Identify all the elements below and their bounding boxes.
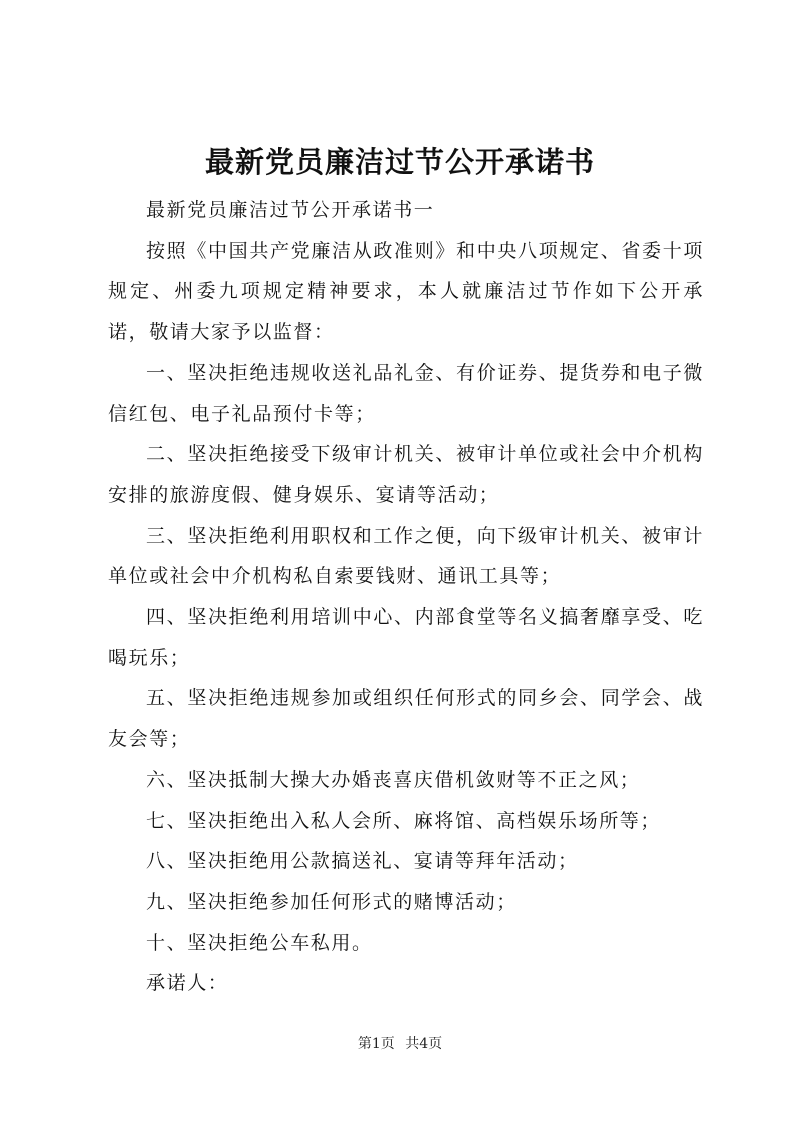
paragraph-item-7: 七、坚决拒绝出入私人会所、麻将馆、高档娱乐场所等； (146, 809, 662, 832)
document-title: 最新党员廉洁过节公开承诺书 (204, 145, 595, 179)
paragraph-item-6: 六、坚决抵制大操大办婚丧喜庆借机敛财等不正之风； (146, 768, 641, 791)
paragraph-intro: 按照《中国共产党廉洁从政准则》和中央八项规定、省委十项规定、州委九项规定精神要求，本人就廉洁过节作如下公开承诺，敬请大家予以监督： (108, 239, 704, 344)
paragraph-item-4: 四、坚决拒绝利用培训中心、内部食堂等名义搞奢靡享受、吃喝玩乐； (108, 606, 704, 669)
document-body (108, 190, 704, 1004)
paragraph-item-1: 一、坚决拒绝违规收送礼品礼金、有价证券、提货券和电子微信红包、电子礼品预付卡等； (108, 361, 704, 425)
page-number-total: 共4页 (405, 1036, 443, 1052)
paragraph-item-5: 五、坚决拒绝违规参加或组织任何形式的同乡会、同学会、战友会等； (108, 687, 704, 751)
paragraph-item-8: 八、坚决拒绝用公款搞送礼、宴请等拜年活动； (146, 850, 579, 873)
page-number-current: 第1页 (357, 1036, 395, 1052)
paragraph-signatory: 承诺人： (146, 972, 229, 995)
paragraph-item-2: 二、坚决拒绝接受下级审计机关、被审计单位或社会中介机构安排的旅游度假、健身娱乐、宴请等活动； (108, 443, 704, 506)
paragraph-item-9: 九、坚决拒绝参加任何形式的赌博活动； (146, 890, 517, 913)
paragraph-item-10: 十、坚决拒绝公车私用。 (146, 931, 373, 954)
page-footer (0, 1034, 800, 1054)
paragraph-subtitle: 最新党员廉洁过节公开承诺书一 (146, 199, 435, 221)
paragraph-item-3: 三、坚决拒绝利用职权和工作之便，向下级审计机关、被审计单位或社会中介机构私自索要钱财、通讯工具等； (108, 524, 704, 588)
